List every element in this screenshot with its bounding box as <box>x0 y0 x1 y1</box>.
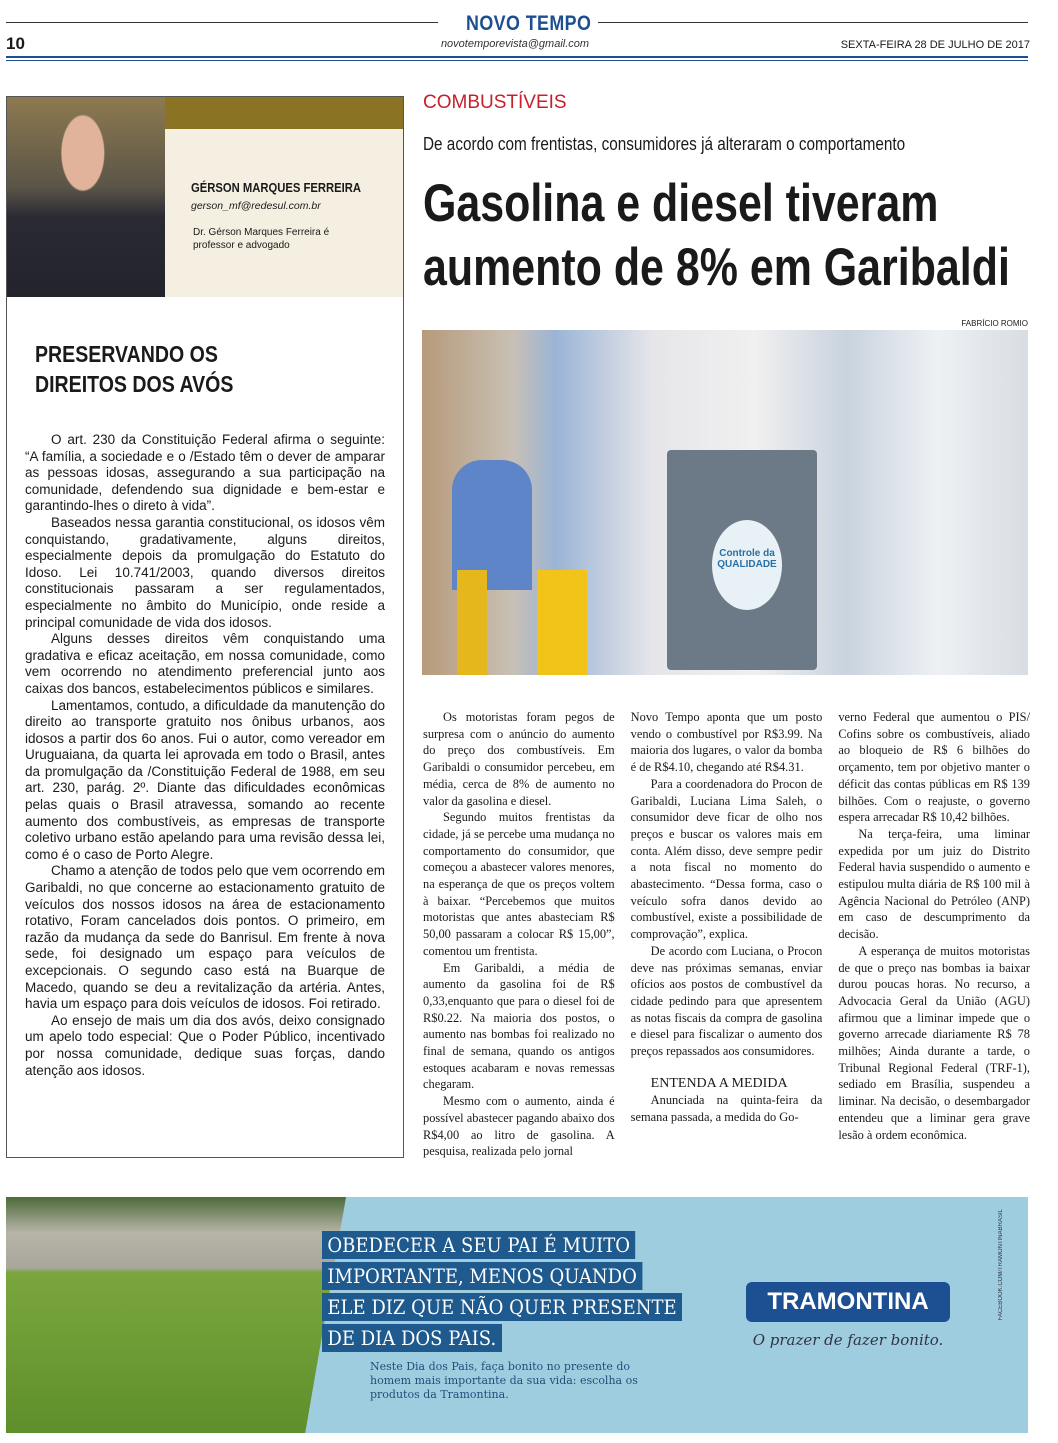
photo-credit: FABRÍCIO ROMIO <box>961 319 1028 328</box>
ad-photo <box>6 1197 346 1433</box>
paragraph: De acordo com Luciana, o Procon deve nas próximas semanas, enviar ofícios aos postos de combustível da cidade pedindo para que apresentem as notas fiscais da compra de gasolina e diesel para fiscalizar o aumento dos preços repassados aos consumidores. <box>630 943 823 1059</box>
paragraph: Segundo muitos frentistas da cidade, já se percebe uma mudança no comportamento do consumidor, que começou a abastecer valores menores, na esperança de que os preços voltem à baixar. “Percebemos que muitos motoristas que antes abasteciam R$ 50,00 passaram a colocar R$ 15,00”, comentou um frentista. <box>423 810 615 958</box>
paragraph: verno Federal que aumentou o PIS/ Cofins sobre os combustíveis, aliado ao bloqueio de R$ 6 bilhões do orçamento, tem por objetivo manter o déficit das contas públicas em R$ 139 bilhões. Com o reajuste, o governo espera arrecadar R$ 10,42 bilhões. <box>838 710 1031 825</box>
article-body <box>423 709 1030 1159</box>
ad-headline-line: ELE DIZ QUE NÃO QUER PRESENTE <box>322 1293 682 1321</box>
page-number: 10 <box>6 34 25 53</box>
masthead <box>0 12 1058 36</box>
column-body <box>25 432 385 1079</box>
fuel-pump-photo <box>422 330 1028 675</box>
ad-headline-line: DE DIA DOS PAIS. <box>322 1324 502 1352</box>
subheading: ENTENDA A MEDIDA <box>650 1075 788 1091</box>
article-headline <box>423 172 1010 300</box>
paragraph: Ao ensejo de mais um dia dos avós, deixo consignado um apelo todo especial: Que o Poder Público, incentivado por nossa comunidade, dedique suas forças, dando atenção aos idosos. <box>25 1012 385 1078</box>
paragraph: Na terça-feira, uma liminar expedida por um juiz do Distrito Federal havia suspendido o aumento e estipulou multa diária de R$ 100 mil à Agência Nacional do Petróleo (ANP) em caso de descumprimento da decisão. <box>838 826 1031 942</box>
article-subtitle: De acordo com frentistas, consumidores já alteraram o comportamento <box>423 134 906 154</box>
column-title-line: DIREITOS DOS AVÓS <box>35 371 234 397</box>
ad-body: Neste Dia dos Pais, faça bonito no presente do homem mais importante da sua vida: escolha os produtos da Tramontina. <box>370 1360 638 1401</box>
yellow-post <box>537 570 587 675</box>
ad-headline-line: IMPORTANTE, MENOS QUANDO <box>322 1262 642 1290</box>
section-kicker: COMBUSTÍVEIS <box>423 92 567 113</box>
paragraph: Os motoristas foram pegos de surpresa com o anúncio do aumento do preço dos combustíveis. Em Garibaldi o consumidor percebeu, em média, cerca de 8% de aumento no valor da gasolina e diesel. <box>423 710 615 808</box>
tramontina-ad[interactable] <box>6 1197 1028 1433</box>
yellow-post <box>457 570 487 675</box>
paragraph: Em Garibaldi, a média de aumento da gasolina foi de R$ 0,33,enquanto que para o diesel foi de R$0.22. Na maioria dos postos, o aumento nas bombas foi realizado no final de semana, quando os antigos estoques acabaram e novas remessas chegaram. <box>423 960 615 1092</box>
article-column-2 <box>631 709 823 1159</box>
ad-social-link: FACEBOOK.COM/TRAMONTINABRASIL <box>998 1209 1004 1321</box>
header-divider <box>6 56 1028 58</box>
ad-headline-line: OBEDECER A SEU PAI É MUITO <box>322 1231 635 1259</box>
paragraph: Chamo a atenção de todos pelo que vem ocorrendo em Garibaldi, no que concerne ao estacionamento gratuito de veículos dos nossos idosos na área de estacionamento rotativo, Foram cancelados dois pontos. O primeiro, em razão da mudança da sede do Banrisul. Em frente à nova sede, foi designado um espaço para veículos de excepcionais. O segundo caso está na Buarque de Macedo, quando se deu a revitalização da artéria. Antes, havia um espaço para dois veículos de idosos. Foi retirado. <box>25 863 385 1012</box>
newspaper-email: novotemporevista@gmail.com <box>440 38 590 50</box>
paragraph: Alguns desses direitos vêm conquistando uma gradativa e eficaz aceitação, em nossa comunidade, como vem ocorrendo no atendimento preferencial junto aos caixas dos bancos, estabelecimentos públicos e similares. <box>25 631 385 696</box>
headline-line: aumento de 8% em Garibaldi <box>423 238 1010 297</box>
column-title <box>35 339 324 399</box>
paragraph: Anunciada na quinta-feira da semana passada, a medida do Go- <box>630 1093 823 1125</box>
author-name: GÉRSON MARQUES FERREIRA <box>191 181 362 195</box>
paragraph: O art. 230 da Constituição Federal afirma o seguinte: “A família, a sociedade e o /Estado têm o dever de amparar as pessoas idosas, assegurando a sua participação na comunidade, defendendo sua dignidade e bem-estar e garantindo-lhes o direto à vida”. <box>25 432 385 514</box>
author-email: gerson_mf@redesul.com.br <box>191 200 321 212</box>
paragraph: Baseados nessa garantia constitucional, os idosos vêm conquistando, gradativamente, alguns direitos, especialmente depois da promulgação do Estatuto do Idoso. Lei 10.741/2003, quando diversos direitos constitucionais passaram a ser regulamentados, especialmente no âmbito do Município, onde reside a principal comunidade de vida dos idosos. <box>25 514 385 630</box>
header-divider-thin <box>6 60 1028 61</box>
quality-seal: Controle da QUALIDADE <box>712 520 782 610</box>
column-title-line: PRESERVANDO OS <box>35 341 218 367</box>
paragraph: Mesmo com o aumento, ainda é possível abastecer pagando abaixo dos R$4,00 ao litro de gasolina. A pesquisa, realizada pelo jornal <box>423 1094 615 1159</box>
paragraph: Para a coordenadora do Procon de Garibaldi, Luciana Lima Saleh, o consumidor deve ficar de olho nos preços e buscar os valores mais em conta. Além disso, deve sempre pedir a nota fiscal no momento do abastecimento. “Dessa forma, caso o veículo sofra danos devido ao combustível, existe a possibilidade de comprovação”, explica. <box>630 776 823 942</box>
headline-line: Gasolina e diesel tiveram <box>423 174 939 233</box>
author-bio: Dr. Gérson Marques Ferreira é professor e advogado <box>193 227 330 251</box>
ad-slogan: O prazer de fazer bonito. <box>752 1331 944 1349</box>
article-column-3 <box>838 709 1030 1159</box>
newspaper-title: NOVO TEMPO <box>466 12 592 35</box>
paragraph: Novo Tempo aponta que um posto vendo o combustível por R$3.99. Na maioria dos lugares, o valor da bomba é de R$4.10, chegando até R$4.31. <box>630 710 823 775</box>
tramontina-logo: TRAMONTINA <box>746 1282 950 1322</box>
author-photo <box>7 97 165 297</box>
article-column-1 <box>423 709 615 1159</box>
opinion-column <box>6 96 404 1158</box>
issue-date: SEXTA-FEIRA 28 DE JULHO DE 2017 <box>840 39 1030 51</box>
paragraph: A esperança de muitos motoristas de que o preço nas bombas ia baixar durou poucas horas. No recurso, a Advocacia Geral da União (AGU) afirmou que a liminar impede que o governo arrecade diariamente R$ 78 milhões; Ainda durante a tarde, o Tribunal Regional Federal (TRF-1), sediado em Brasília, suspendeu a liminar. Na decisão, o desembargador entendeu que a liminar gera grave lesão à ordem econômica. <box>838 943 1031 1142</box>
paragraph: Lamentamos, contudo, a dificuldade da manutenção do direito ao transporte gratuito nos ônibus urbanos, aos idosos a partir dos 6o anos. Fui o autor, como vereador em Uruguaiana, da quarta lei aprovada em todo o Brasil, antes da promulgação da /Constituição Federal de 1988, em seu art. 230, parág. 2º. Diante das dificuldades econômicas pelas quais o Brasil atravessa, somando ao recente aumento dos combustíveis, as empresas de transporte coletivo urbano estão apelando para uma revisão dessa lei, como é o caso de Porto Alegre. <box>25 697 385 862</box>
